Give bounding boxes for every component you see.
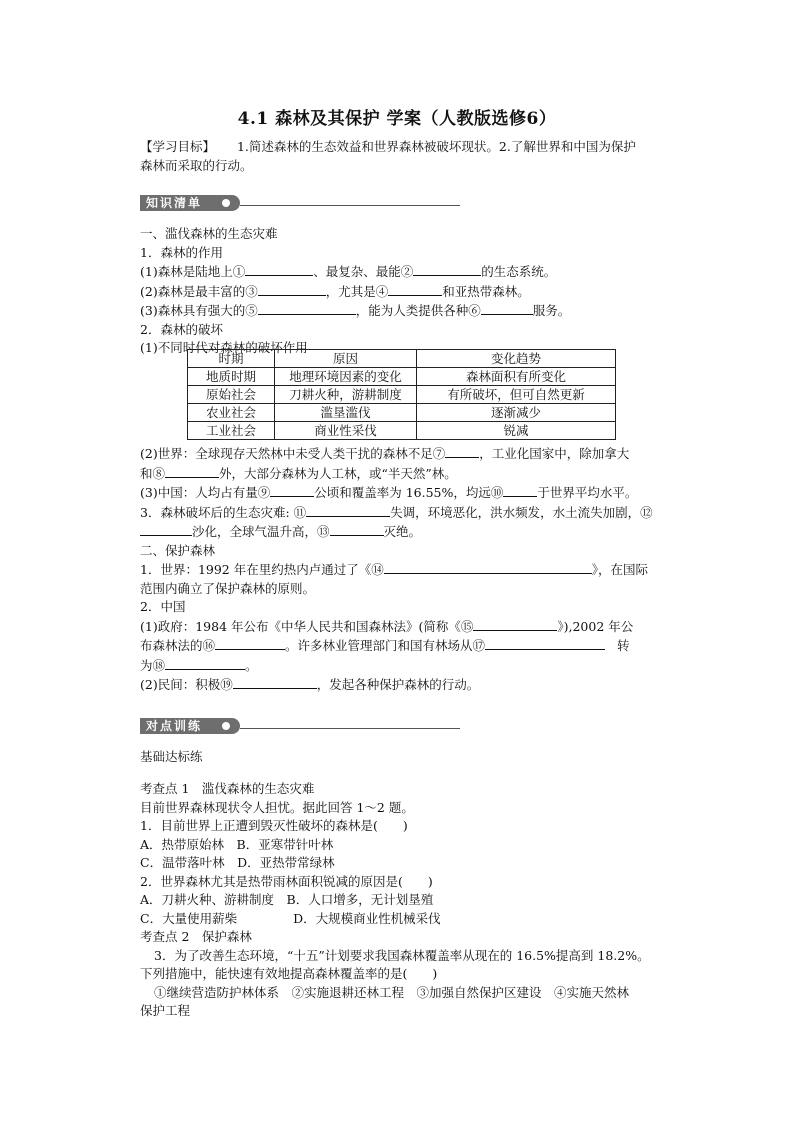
blank-8[interactable]	[165, 464, 219, 478]
table-cell: 地质时期	[188, 368, 275, 386]
text: (3)中国：人均占有量⑨	[140, 485, 271, 500]
fill-line-protect-world	[140, 560, 682, 580]
blank-5[interactable]	[258, 301, 356, 315]
blank-12[interactable]	[140, 522, 192, 536]
heading-china: 2．中国	[140, 599, 186, 614]
text: (1)政府：1984 年公布《中华人民共和国森林法》(简称《⑮	[140, 618, 474, 634]
table-row	[188, 386, 616, 404]
section-tag-knowledge: 知识清单	[140, 195, 240, 211]
heading-ecological-disaster: 一、滥伐森林的生态灾难	[140, 226, 278, 241]
fill-line-china	[140, 483, 682, 503]
blank-13[interactable]	[330, 522, 384, 536]
text: 1．世界：1992 年在里约热内卢通过了《⑭	[140, 562, 384, 577]
table-row	[188, 404, 616, 422]
text: 。许多林业管理部门和国有林场从⑰	[285, 638, 486, 653]
question-1: 1．目前世界上正遭到毁灭性破坏的森林是( )	[140, 818, 408, 833]
text: 的生态系统。	[481, 264, 557, 279]
fill-line-disaster-2	[140, 522, 682, 542]
heading-forest-damage: 2．森林的破坏	[140, 321, 223, 337]
text: 转	[617, 638, 630, 653]
table-cell: 森林面积有所变化	[417, 368, 616, 386]
text: 服务。	[532, 303, 571, 318]
text: ，工业化国家中，除加拿大	[479, 446, 630, 461]
text: 为⑱	[140, 657, 166, 673]
table-row	[188, 422, 616, 440]
blank-7[interactable]	[445, 444, 479, 458]
text: ，能为人类提供各种⑥	[355, 303, 481, 318]
blank-10[interactable]	[503, 483, 537, 497]
text: 3．森林破坏后的生态灾难: ⑪	[140, 504, 307, 520]
learning-objectives	[140, 138, 682, 175]
text: 公顷和覆盖率为 16.55%，均远⑩	[314, 485, 504, 500]
page-title: 4.1 森林及其保护 学案（人教版选修6）	[237, 109, 557, 129]
forest-damage-table	[187, 349, 616, 440]
table-header-cell: 时期	[188, 350, 275, 368]
blank-2[interactable]	[413, 262, 481, 276]
option-d[interactable]: D．大规模商业性机械采伐	[293, 910, 441, 926]
blank-4[interactable]	[388, 282, 442, 296]
text: 布森林法的⑯	[140, 638, 216, 653]
blank-16[interactable]	[215, 636, 285, 650]
table-cell: 商业性采伐	[275, 422, 417, 440]
bullet-dot-icon	[222, 722, 230, 730]
checkpoint-2: 考查点 2 保护森林	[140, 929, 252, 944]
table-cell: 有所破坏，但可自然更新	[417, 386, 616, 404]
blank-19[interactable]	[233, 675, 317, 689]
table-cell: 地理环境因素的变化	[275, 368, 417, 386]
fill-line-disaster	[140, 503, 682, 523]
text: 、最复杂、最能②	[313, 264, 414, 279]
question-2: 2．世界森林尤其是热带雨林面积锐减的原因是( )	[140, 873, 433, 889]
blank-14[interactable]	[384, 560, 592, 574]
table-cell: 刀耕火种，游耕制度	[275, 386, 417, 404]
heading-forest-role: 1．森林的作用	[140, 244, 223, 260]
table-cell: 农业社会	[188, 404, 275, 422]
practice-subtitle: 基础达标练	[140, 749, 203, 764]
section-rule	[240, 205, 460, 206]
text: 和亚热带森林。	[442, 283, 530, 299]
blank-6[interactable]	[481, 301, 533, 315]
text: ，尤其是④	[325, 283, 389, 299]
text: (1)森林是陆地上①	[140, 264, 246, 279]
question-2-options-a[interactable]: A．刀耕火种、游耕制度 B．人口增多，无计划垦殖	[140, 892, 434, 907]
blank-15[interactable]	[473, 617, 557, 631]
blank-3[interactable]	[258, 282, 326, 296]
question-3-options-2[interactable]: 保护工程	[140, 1003, 191, 1018]
practice-questions	[140, 780, 682, 1021]
knowledge-notes-part2	[140, 444, 682, 695]
bullet-dot-icon	[222, 199, 230, 207]
knowledge-notes-part1	[140, 225, 682, 358]
question-intro: 目前世界森林现状令人担忧。据此回答 1～2 题。	[140, 799, 414, 815]
table-header-cell: 变化趋势	[417, 350, 616, 368]
section-header-practice	[140, 718, 460, 734]
blank-17[interactable]	[485, 636, 605, 650]
question-2-options-b	[140, 910, 682, 929]
question-3-line1: 3．为了改善生态环境，“十五”计划要求我国森林覆盖率从现在的 16.5%提高到 18.2%。	[154, 947, 650, 963]
table-header-row	[188, 350, 616, 368]
table-cell: 滥垦滥伐	[275, 404, 417, 422]
text: (2)世界：全球现存天然林中未受人类干扰的森林不足⑦	[140, 446, 446, 461]
table-cell: 逐渐减少	[417, 404, 616, 422]
text: 失调，环境恶化，洪水频发，水土流失加剧，⑫	[390, 504, 653, 520]
table-cell: 锐减	[417, 422, 616, 440]
text: 》，在国际	[591, 562, 649, 577]
table-row	[188, 368, 616, 386]
objectives-text-line2: 森林而采取的行动。	[140, 157, 253, 173]
fill-line-2	[140, 282, 682, 302]
fill-line-3	[140, 301, 682, 321]
table-caption: (1)不同时代对森林的破坏作用	[140, 340, 308, 355]
fill-line-government-2	[140, 636, 682, 656]
text: 于世界平均水平。	[537, 485, 638, 500]
protect-world-line2: 范围内确立了保护森林的原则。	[140, 580, 316, 596]
objectives-label: 【学习目标】	[140, 139, 216, 154]
blank-9[interactable]	[270, 483, 314, 497]
text: (2)森林是最丰富的③	[140, 283, 258, 299]
section-rule	[240, 728, 460, 729]
text: (3)森林具有强大的⑤	[140, 303, 258, 318]
text: 外，大部分森林为人工林，或“半天然”林。	[219, 465, 457, 481]
text: (2)民间：积极⑲	[140, 677, 233, 692]
text: 沙化，全球气温升高，⑬	[192, 524, 330, 539]
question-1-options-a[interactable]: A．热带原始林 B．亚寒带针叶林	[140, 836, 334, 852]
text: 。	[245, 657, 258, 673]
blank-11[interactable]	[306, 503, 390, 517]
section-tag-practice: 对点训练	[140, 718, 240, 734]
fill-line-1	[140, 262, 682, 282]
table-cell: 原始社会	[188, 386, 275, 404]
blank-1[interactable]	[245, 262, 313, 276]
text: ，发起各种保护森林的行动。	[316, 677, 480, 692]
heading-protect-forest: 二、保护森林	[140, 542, 216, 558]
question-3-options[interactable]: ①继续营造防护林体系 ②实施退耕还林工程 ③加强自然保护区建设 ④实施天然林	[154, 984, 630, 1000]
text: 和⑧	[140, 465, 166, 481]
option-c[interactable]: C．大量使用薪柴	[140, 910, 238, 926]
blank-18[interactable]	[165, 656, 245, 670]
table-cell: 工业社会	[188, 422, 275, 440]
text: 》),2002 年公	[557, 618, 634, 634]
fill-line-civil	[140, 675, 682, 695]
objectives-text-line1: 1.简述森林的生态效益和世界森林被破坏现状。2.了解世界和中国为保护	[236, 139, 636, 154]
checkpoint-1: 考查点 1 滥伐森林的生态灾难	[140, 781, 315, 796]
table-header-cell: 原因	[275, 350, 417, 368]
text: 灭绝。	[383, 524, 422, 539]
section-header-knowledge	[140, 195, 460, 211]
question-3-line2: 下列措施中，能快速有效地提高森林覆盖率的是( )	[140, 966, 438, 981]
fill-line-world	[140, 444, 682, 464]
question-1-options-b[interactable]: C．温带落叶林 D．亚热带常绿林	[140, 855, 335, 870]
fill-line-government	[140, 617, 682, 637]
fill-line-world-2	[140, 464, 682, 484]
fill-line-government-3	[140, 656, 682, 676]
